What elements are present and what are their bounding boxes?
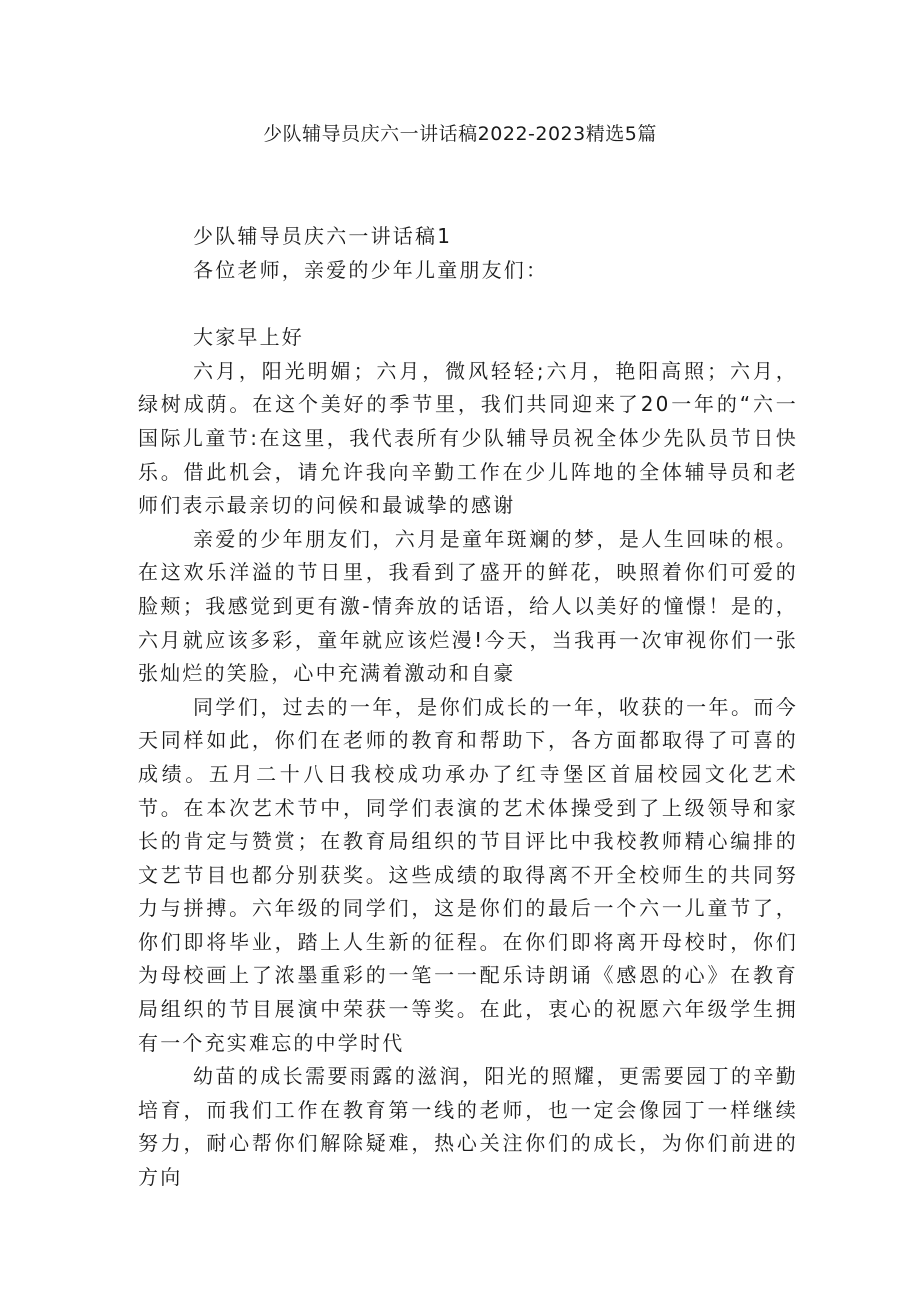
document-body [138, 220, 798, 1195]
salutation: 各位老师，亲爱的少年儿童朋友们： [193, 257, 549, 282]
greeting: 大家早上好 [193, 325, 304, 350]
document-title: 少队辅导员庆六一讲话稿2022-2023精选5篇 [263, 123, 657, 145]
section-heading: 少队辅导员庆六一讲话稿1 [193, 224, 453, 248]
paragraph: 亲爱的少年朋友们，六月是童年斑斓的梦，是人生回味的根。在这欢乐洋溢的节日里，我看到了盛开的鲜花，映照着你们可爱的脸颊；我感觉到更有激-情奔放的话语，给人以美好的憧憬！是的，六月就应该多彩，童年就应该烂漫!今天，当我再一次审视你们一张张灿烂的笑脸，心中充满着激动和自豪 [138, 526, 798, 686]
paragraph: 同学们，过去的一年，是你们成长的一年，收获的一年。而今天同样如此，你们在老师的教育和帮助下，各方面都取得了可喜的成绩。五月二十八日我校成功承办了红寺堡区首届校园文化艺术节。在本次艺术节中，同学们表演的艺术体操受到了上级领导和家长的肯定与赞赏；在教育局组织的节目评比中我校教师精心编排的文艺节目也都分别获奖。这些成绩的取得离不开全校师生的共同努力与拼搏。六年级的同学们，这是你们的最后一个六一儿童节了，你们即将毕业，踏上人生新的征程。在你们即将离开母校时，你们为母校画上了浓墨重彩的一笔一一配乐诗朗诵《感恩的心》在教育局组织的节目展演中荣获一等奖。在此，衷心的祝愿六年级学生拥有一个充实难忘的中学时代 [138, 694, 798, 1055]
paragraph: 六月，阳光明媚；六月，微风轻轻;六月，艳阳高照；六月，绿树成荫。在这个美好的季节里，我们共同迎来了20一年的“六一国际儿童节:在这里，我代表所有少队辅导员祝全体少先队员节日快乐。借此机会，请允许我向辛勤工作在少儿阵地的全体辅导员和老师们表示最亲切的问候和最诚挚的感谢 [138, 358, 798, 518]
paragraph: 幼苗的成长需要雨露的滋润，阳光的照耀，更需要园丁的辛勤培育，而我们工作在教育第一线的老师，也一定会像园丁一样继续努力，耐心帮你们解除疑难，热心关注你们的成长，为你们前进的方向 [138, 1064, 798, 1190]
